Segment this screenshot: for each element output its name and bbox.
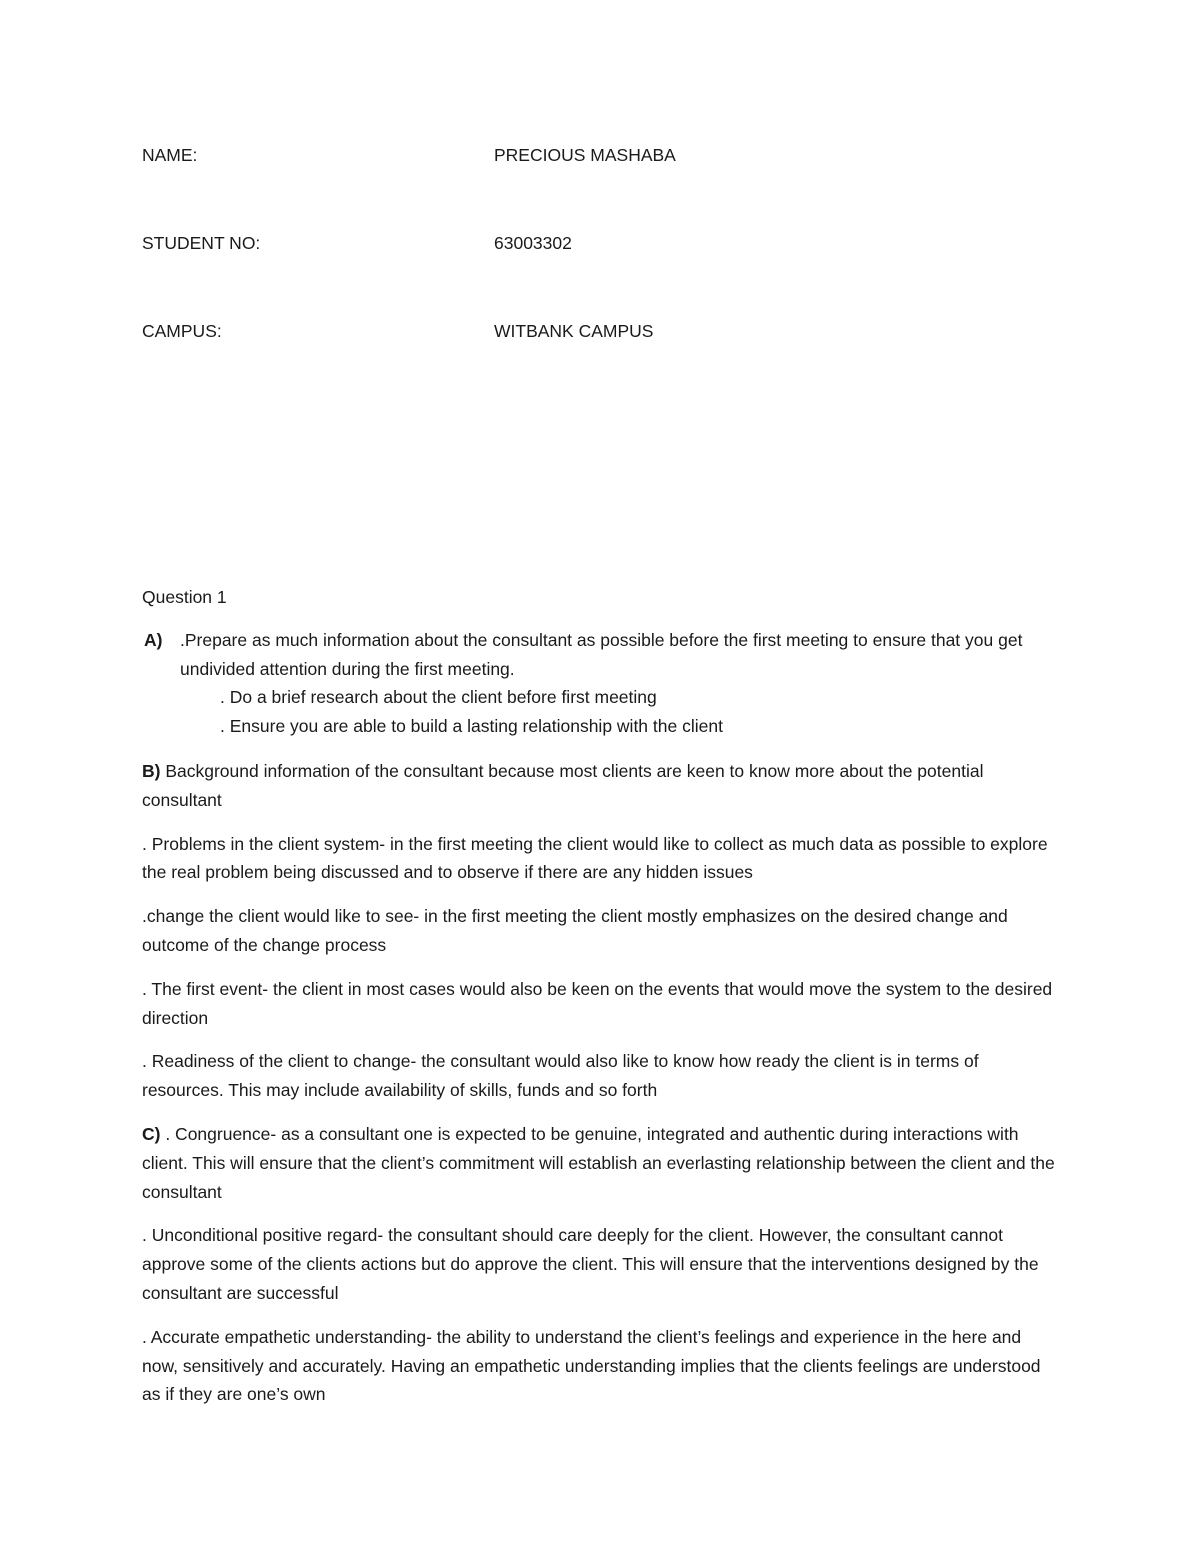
name-row (142, 142, 1042, 168)
answer-body (142, 583, 1057, 1424)
paragraph: . Readiness of the client to change- the consultant would also like to know how ready the client is in terms of resources. This may include availability of skills, funds and so forth (142, 1051, 979, 1101)
answer-b-marker: B) (142, 760, 161, 781)
answer-c-text: . Congruence- as a consultant one is expected to be genuine, integrated and authentic during interactions with client. This will ensure that the client’s commitment will establish an everlasting relationship between the client and the consultant (142, 1123, 1055, 1202)
campus-row (142, 318, 1042, 344)
answer-a-bullets (142, 683, 1057, 741)
answer-c-marker: C) (142, 1123, 161, 1144)
student-no-value: 63003302 (494, 233, 572, 253)
answer-a (142, 626, 1057, 684)
campus-label: CAMPUS: (142, 321, 222, 341)
answer-a-text: .Prepare as much information about the consultant as possible before the first meeting to ensure that you get undivided attention during the first meeting. (180, 629, 1023, 679)
paragraph: . Accurate empathetic understanding- the ability to understand the client’s feelings and experience in the here and now, sensitively and accurately. Having an empathetic understanding implies that the clients feelings are understood as if they are one’s own (142, 1326, 1041, 1405)
name-label: NAME: (142, 145, 198, 165)
student-no-row (142, 230, 1042, 256)
list-item: . Do a brief research about the client before first meeting (220, 687, 657, 708)
student-no-label: STUDENT NO: (142, 233, 261, 253)
answer-b (142, 757, 1057, 815)
list-item: . Ensure you are able to build a lasting relationship with the client (220, 716, 723, 737)
name-value: PRECIOUS MASHABA (494, 145, 676, 165)
answer-a-marker: A) (144, 629, 163, 650)
paragraph: . Problems in the client system- in the first meeting the client would like to collect as much data as possible to explore the real problem being discussed and to observe if there are any hidden issues (142, 833, 1048, 883)
paragraph: . Unconditional positive regard- the consultant should care deeply for the client. However, the consultant cannot approve some of the clients actions but do approve the client. This will ensure that the interventions designed by the consultant are successful (142, 1225, 1039, 1303)
answer-c (142, 1120, 1057, 1206)
paragraph: .change the client would like to see- in the first meeting the client mostly emphasizes on the desired change and outcome of the change process (142, 906, 1008, 955)
campus-value: WITBANK CAMPUS (494, 321, 654, 341)
paragraph: . The first event- the client in most cases would also be keen on the events that would move the system to the desired direction (142, 978, 1053, 1028)
answer-b-text: Background information of the consultant because most clients are keen to know more about the potential consultant (142, 760, 984, 810)
question-title: Question 1 (142, 587, 227, 607)
